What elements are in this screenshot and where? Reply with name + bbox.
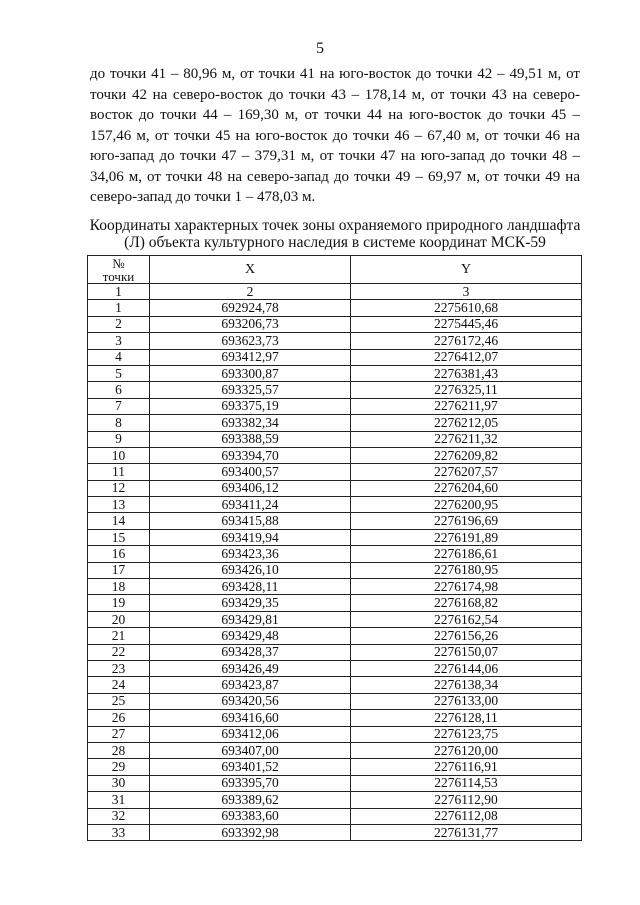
y-coordinate-cell: 2276112,08 [351,808,582,824]
x-coordinate-cell: 693394,70 [150,447,351,463]
y-coordinate-cell: 2276131,77 [351,824,582,840]
point-number-cell: 31 [88,792,150,808]
table-row [88,808,582,824]
y-coordinate-cell: 2276172,46 [351,333,582,349]
coordinates-table [87,255,582,841]
table-row [88,398,582,414]
x-coordinate-cell: 693420,56 [150,693,351,709]
x-coordinate-cell: 693423,36 [150,546,351,562]
x-coordinate-cell: 693428,11 [150,579,351,595]
table-row [88,464,582,480]
table-row [88,333,582,349]
x-coordinate-cell: 693623,73 [150,333,351,349]
y-coordinate-cell: 2276162,54 [351,611,582,627]
table-row [88,300,582,316]
x-coordinate-cell: 693383,60 [150,808,351,824]
y-coordinate-cell: 2276209,82 [351,447,582,463]
table-row [88,824,582,840]
y-coordinate-cell: 2276211,97 [351,398,582,414]
table-row [88,693,582,709]
x-coordinate-cell: 693325,57 [150,382,351,398]
point-number-cell: 26 [88,710,150,726]
table-row [88,759,582,775]
y-coordinate-cell: 2276138,34 [351,677,582,693]
table-row [88,431,582,447]
header-x: X [150,256,351,284]
y-coordinate-cell: 2276196,69 [351,513,582,529]
point-number-cell: 29 [88,759,150,775]
point-number-cell: 27 [88,726,150,742]
x-coordinate-cell: 693401,52 [150,759,351,775]
table-row [88,316,582,332]
x-coordinate-cell: 693375,19 [150,398,351,414]
x-coordinate-cell: 693429,48 [150,628,351,644]
table-row [88,710,582,726]
point-number-cell: 25 [88,693,150,709]
y-coordinate-cell: 2275610,68 [351,300,582,316]
table-row [88,775,582,791]
x-coordinate-cell: 693400,57 [150,464,351,480]
point-number-cell: 10 [88,447,150,463]
y-coordinate-cell: 2275445,46 [351,316,582,332]
table-row [88,447,582,463]
table-row [88,415,582,431]
x-coordinate-cell: 693382,34 [150,415,351,431]
y-coordinate-cell: 2276174,98 [351,579,582,595]
point-number-cell: 13 [88,497,150,513]
x-coordinate-cell: 693388,59 [150,431,351,447]
x-coordinate-cell: 693412,06 [150,726,351,742]
page-number: 5 [316,40,324,57]
x-coordinate-cell: 693426,49 [150,660,351,676]
column-number-1: 1 [88,284,150,300]
table-row [88,562,582,578]
y-coordinate-cell: 2276114,53 [351,775,582,791]
point-number-cell: 1 [88,300,150,316]
x-coordinate-cell: 693423,87 [150,677,351,693]
point-number-cell: 3 [88,333,150,349]
point-number-cell: 4 [88,349,150,365]
point-number-cell: 22 [88,644,150,660]
header-number-sign: № [112,255,125,271]
table-title-line-1: Координаты характерных точек зоны охраняемого природного ландшафта [89,217,581,234]
x-coordinate-cell: 693429,35 [150,595,351,611]
y-coordinate-cell: 2276204,60 [351,480,582,496]
table-title-line-2: (Л) объекта культурного наследия в системе координат МСК-59 [124,234,546,251]
y-coordinate-cell: 2276180,95 [351,562,582,578]
table-row [88,349,582,365]
point-number-cell: 18 [88,579,150,595]
table-row [88,480,582,496]
y-coordinate-cell: 2276112,90 [351,792,582,808]
point-number-cell: 33 [88,824,150,840]
x-coordinate-cell: 693407,00 [150,742,351,758]
column-number-3: 3 [351,284,582,300]
point-number-cell: 32 [88,808,150,824]
x-coordinate-cell: 693429,81 [150,611,351,627]
table-row [88,677,582,693]
x-coordinate-cell: 693392,98 [150,824,351,840]
table-row [88,742,582,758]
x-coordinate-cell: 693412,97 [150,349,351,365]
y-coordinate-cell: 2276325,11 [351,382,582,398]
x-coordinate-cell: 692924,78 [150,300,351,316]
point-number-cell: 2 [88,316,150,332]
point-number-cell: 7 [88,398,150,414]
x-coordinate-cell: 693426,10 [150,562,351,578]
y-coordinate-cell: 2276144,06 [351,660,582,676]
y-coordinate-cell: 2276150,07 [351,644,582,660]
y-coordinate-cell: 2276116,91 [351,759,582,775]
x-coordinate-cell: 693415,88 [150,513,351,529]
table-row [88,365,582,381]
point-number-cell: 6 [88,382,150,398]
point-number-cell: 16 [88,546,150,562]
x-coordinate-cell: 693300,87 [150,365,351,381]
table-row [88,611,582,627]
table-body [88,300,582,841]
point-number-cell: 28 [88,742,150,758]
table-row [88,579,582,595]
x-coordinate-cell: 693428,37 [150,644,351,660]
table-header-row [88,256,582,284]
point-number-cell: 30 [88,775,150,791]
table-row [88,546,582,562]
point-number-cell: 23 [88,660,150,676]
point-number-cell: 20 [88,611,150,627]
y-coordinate-cell: 2276381,43 [351,365,582,381]
point-number-cell: 24 [88,677,150,693]
y-coordinate-cell: 2276211,32 [351,431,582,447]
point-number-cell: 8 [88,415,150,431]
column-number-row [88,284,582,300]
point-number-cell: 17 [88,562,150,578]
table-row [88,628,582,644]
header-point-number [88,256,150,284]
x-coordinate-cell: 693416,60 [150,710,351,726]
body-paragraph: до точки 41 – 80,96 м, от точки 41 на юго-восток до точки 42 – 49,51 м, от точки 42 на северо-восток до точки 43 – 178,14 м, от точки 43 на северо-восток до точки 44 – 169,30 м, от точки 44 на юго-восток до точки 45 – 157,46 м, от точки 45 на юго-восток до точки 46 – 67,40 м, от точки 46 на юго-запад до точки 47 – 379,31 м, от точки 47 на юго-запад до точки 48 – 34,06 м, от точки 48 на северо-запад до точки 49 – 69,97 м, от точки 49 на северо-запад до точки 1 – 478,03 м. [90,66,580,205]
y-coordinate-cell: 2276212,05 [351,415,582,431]
header-y: Y [351,256,582,284]
x-coordinate-cell: 693395,70 [150,775,351,791]
point-number-cell: 11 [88,464,150,480]
y-coordinate-cell: 2276120,00 [351,742,582,758]
y-coordinate-cell: 2276128,11 [351,710,582,726]
table-row [88,497,582,513]
x-coordinate-cell: 693406,12 [150,480,351,496]
point-number-cell: 14 [88,513,150,529]
y-coordinate-cell: 2276207,57 [351,464,582,480]
point-number-cell: 5 [88,365,150,381]
x-coordinate-cell: 693411,24 [150,497,351,513]
x-coordinate-cell: 693206,73 [150,316,351,332]
table-title [80,217,590,251]
y-coordinate-cell: 2276191,89 [351,529,582,545]
table-row [88,726,582,742]
table-row [88,513,582,529]
point-number-cell: 12 [88,480,150,496]
table-row [88,382,582,398]
x-coordinate-cell: 693389,62 [150,792,351,808]
header-point-word: точки [102,268,135,284]
table-row [88,595,582,611]
table-row [88,792,582,808]
y-coordinate-cell: 2276168,82 [351,595,582,611]
y-coordinate-cell: 2276200,95 [351,497,582,513]
point-number-cell: 15 [88,529,150,545]
table-row [88,644,582,660]
y-coordinate-cell: 2276133,00 [351,693,582,709]
y-coordinate-cell: 2276156,26 [351,628,582,644]
y-coordinate-cell: 2276186,61 [351,546,582,562]
y-coordinate-cell: 2276123,75 [351,726,582,742]
table-row [88,660,582,676]
x-coordinate-cell: 693419,94 [150,529,351,545]
point-number-cell: 21 [88,628,150,644]
table-row [88,529,582,545]
column-number-2: 2 [150,284,351,300]
point-number-cell: 19 [88,595,150,611]
y-coordinate-cell: 2276412,07 [351,349,582,365]
point-number-cell: 9 [88,431,150,447]
